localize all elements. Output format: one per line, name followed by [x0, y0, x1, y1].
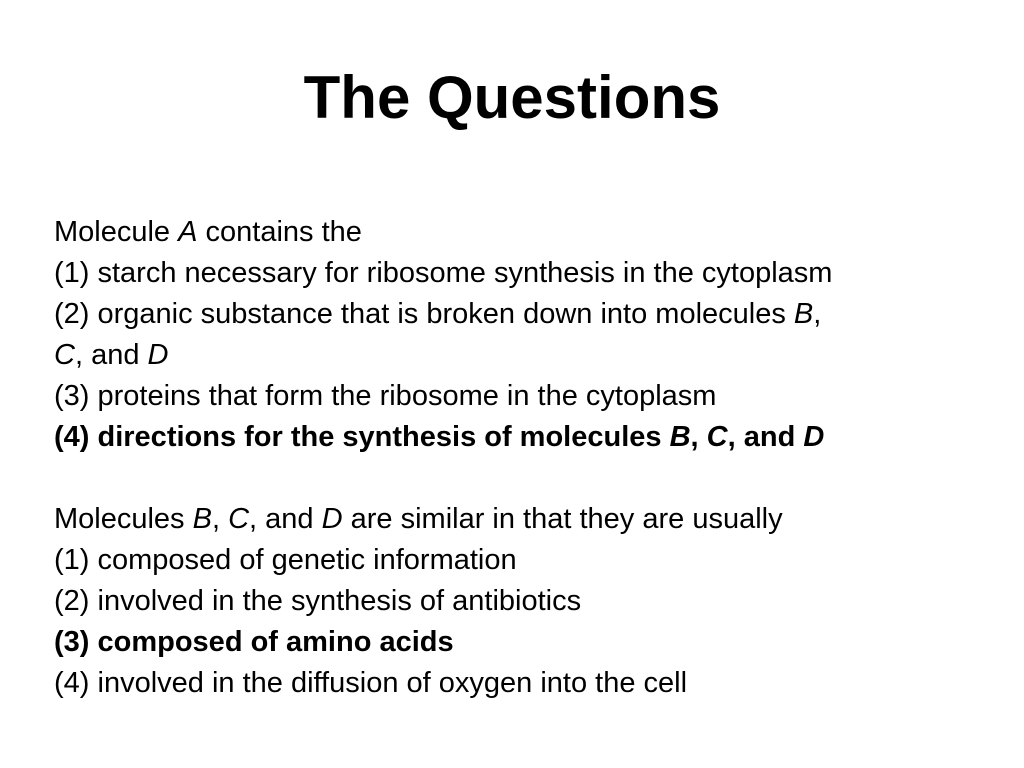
- stem-text: Molecule: [54, 216, 179, 248]
- question-1-option-4-answer: [54, 417, 984, 458]
- variable: D: [147, 339, 169, 371]
- question-1-stem: [54, 212, 984, 253]
- page-title: The Questions: [303, 64, 721, 131]
- variable: B: [669, 421, 691, 453]
- question-2-option-1: (1) composed of genetic information: [54, 544, 517, 576]
- option-text: (2) organic substance that is broken down into molecules: [54, 298, 794, 330]
- variable: C: [54, 339, 75, 371]
- stem-text: Molecules: [54, 503, 193, 535]
- variable: B: [192, 503, 212, 535]
- option-text: (4) directions for the synthesis of molecules: [54, 421, 670, 453]
- questions-body: [54, 212, 984, 704]
- question-2-option-3-answer: (3) composed of amino acids: [54, 626, 454, 658]
- variable: C: [228, 503, 250, 535]
- question-1: [54, 212, 984, 458]
- question-2-stem: [54, 499, 984, 540]
- question-1-option-2: [54, 294, 984, 335]
- question-1-option-3: (3) proteins that form the ribosome in the cytoplasm: [54, 380, 717, 412]
- question-2-option-2: (2) involved in the synthesis of antibiotics: [54, 585, 582, 617]
- spacer: [54, 458, 984, 499]
- stem-text: contains the: [197, 216, 362, 248]
- separator: , and: [249, 503, 322, 535]
- variable: A: [178, 216, 198, 248]
- separator: ,: [211, 503, 229, 535]
- variable: D: [321, 503, 343, 535]
- separator: ,: [690, 421, 707, 453]
- variable: C: [706, 421, 728, 453]
- stem-text: are similar in that they are usually: [342, 503, 783, 535]
- variable: B: [793, 298, 814, 330]
- separator: , and: [727, 421, 804, 453]
- question-1-option-1: (1) starch necessary for ribosome synthesis in the cytoplasm: [54, 257, 833, 289]
- separator: , and: [74, 339, 148, 371]
- separator: ,: [813, 298, 822, 330]
- question-2: [54, 499, 984, 704]
- question-2-option-4: (4) involved in the diffusion of oxygen into the cell: [54, 667, 688, 699]
- variable: D: [803, 421, 825, 453]
- question-1-option-2-continued: [54, 335, 984, 376]
